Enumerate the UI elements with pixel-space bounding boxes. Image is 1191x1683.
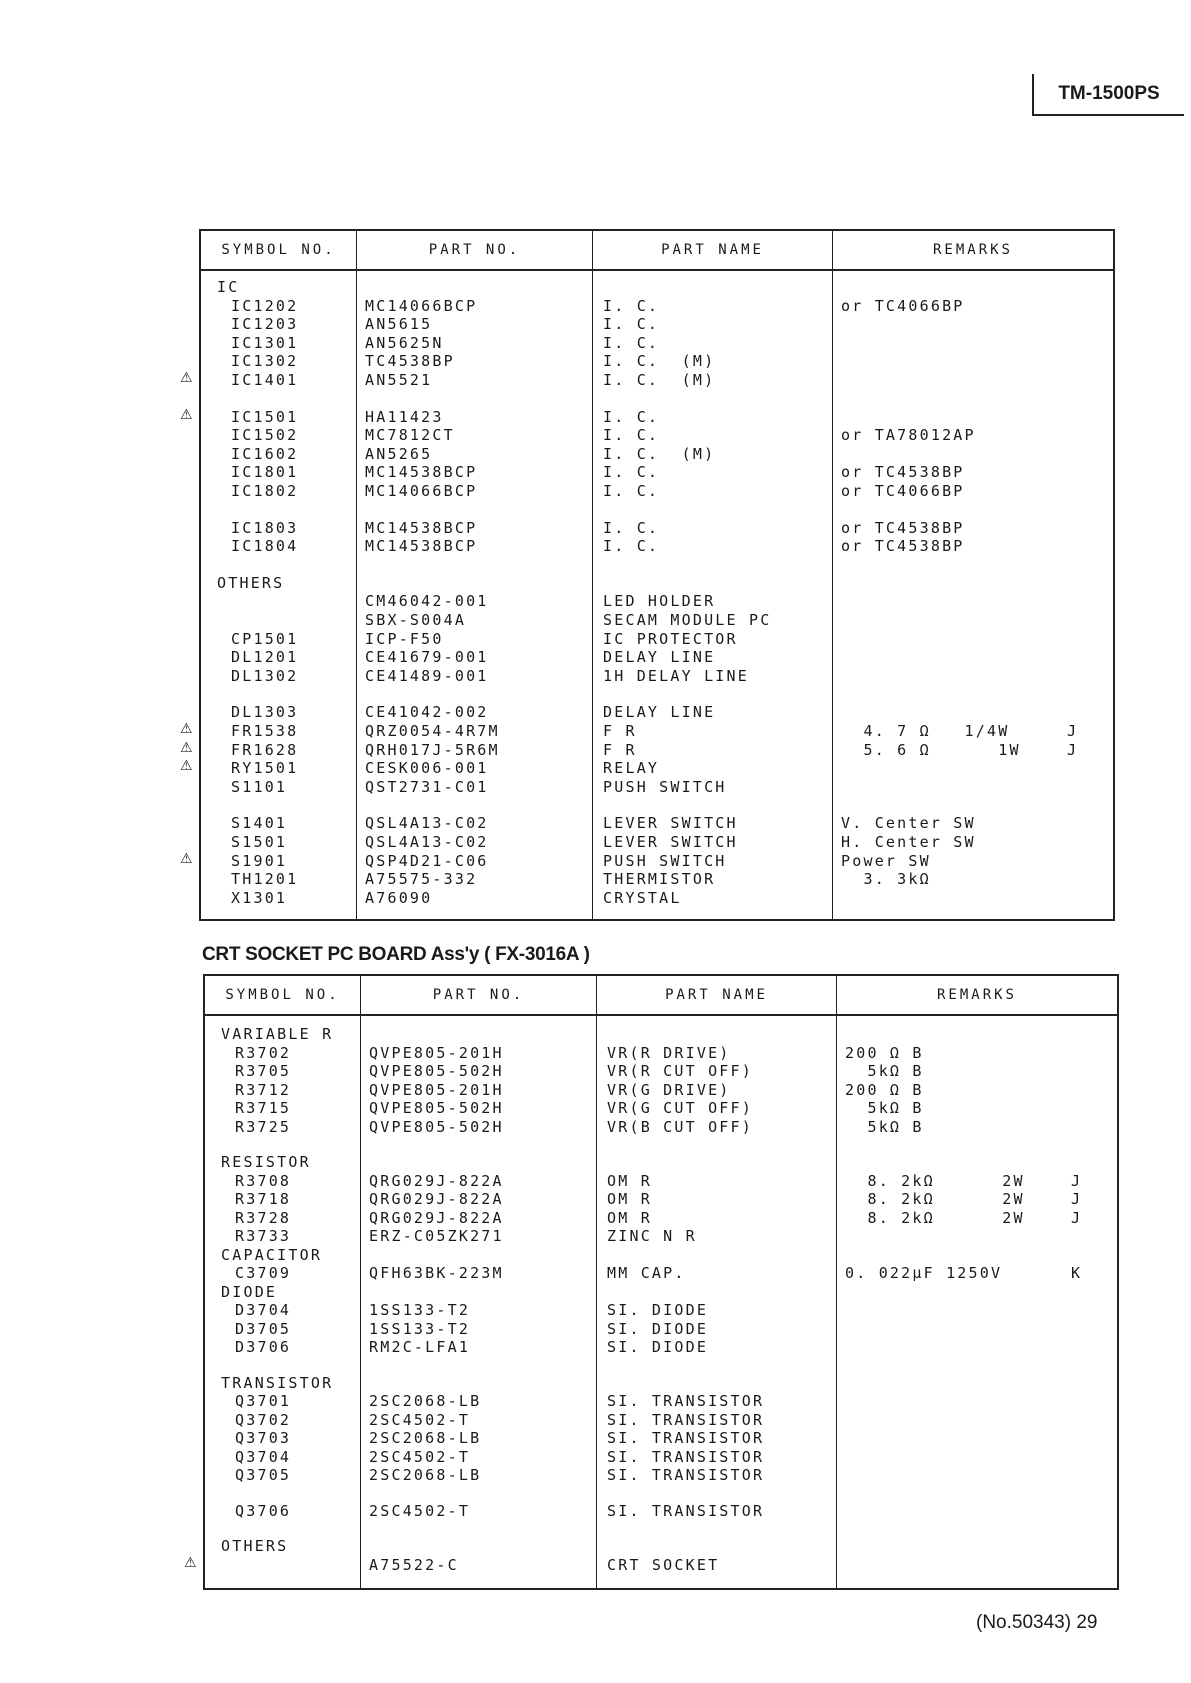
- remarks-cell: or TA78012AP: [841, 426, 976, 445]
- part-name-cell: VR(B CUT OFF): [607, 1117, 753, 1136]
- part-name-cell: LEVER SWITCH: [603, 814, 738, 833]
- part-no-cell: MC14066BCP: [365, 296, 478, 315]
- symbol-cell: R3715: [235, 1099, 292, 1117]
- tolerance-cell: J: [1071, 1190, 1083, 1208]
- table-row: [201, 352, 1113, 370]
- warning-triangle-icon: ⚠: [180, 739, 193, 756]
- table-row: [201, 334, 1113, 352]
- page-reference: (No.50343) 29: [976, 1612, 1098, 1633]
- symbol-cell: IC1803: [231, 518, 299, 537]
- remarks-cell: V. Center SW: [841, 814, 976, 833]
- table-row: [205, 1502, 1117, 1520]
- part-no-cell: A75575-332: [365, 870, 478, 889]
- remarks-cell: 5. 6 Ω 1W: [841, 740, 1021, 759]
- part-name-cell: I. C. (M): [603, 371, 716, 389]
- warning-triangle-icon: ⚠: [180, 370, 193, 386]
- part-no-cell: AN5615: [365, 315, 433, 334]
- part-no-cell: MC14538BCP: [365, 518, 478, 537]
- symbol-cell: S1101: [231, 777, 288, 796]
- part-no-cell: QFH63BK-223M: [369, 1264, 504, 1282]
- part-no-cell: AN5521: [365, 371, 433, 389]
- group-heading-row: [205, 1374, 1117, 1392]
- part-name-cell: I. C.: [603, 407, 660, 426]
- symbol-cell: DL1303: [231, 703, 299, 722]
- remarks-cell: 200 Ω B: [845, 1080, 924, 1099]
- remarks-cell: 200 Ω B: [845, 1043, 924, 1062]
- symbol-cell: IC1301: [231, 333, 299, 352]
- warning-column-crt: [184, 974, 204, 1586]
- group-heading-row: [205, 1537, 1117, 1555]
- part-no-cell: QVPE805-502H: [369, 1099, 504, 1117]
- group-heading-row: [205, 1025, 1117, 1043]
- table-row: [205, 1392, 1117, 1410]
- symbol-cell: IC1602: [231, 444, 299, 463]
- table-row: [205, 1338, 1117, 1356]
- part-name-cell: MM CAP.: [607, 1264, 686, 1282]
- part-name-cell: VR(G CUT OFF): [607, 1099, 753, 1117]
- remarks-cell: or TC4538BP: [841, 518, 965, 537]
- group-heading-row: [205, 1283, 1117, 1301]
- table-row: [201, 463, 1113, 481]
- part-no-cell: CM46042-001: [365, 592, 489, 611]
- part-no-cell: QVPE805-502H: [369, 1062, 504, 1080]
- symbol-cell: Q3701: [235, 1392, 292, 1410]
- part-name-cell: I. C.: [603, 426, 660, 445]
- symbol-cell: Q3703: [235, 1429, 292, 1447]
- remarks-cell: or TC4538BP: [841, 537, 965, 556]
- symbol-cell: R3705: [235, 1062, 292, 1080]
- warning-triangle-icon: ⚠: [184, 1554, 197, 1571]
- part-name-cell: DELAY LINE: [603, 703, 716, 722]
- warning-triangle-icon: ⚠: [180, 758, 193, 775]
- part-no-cell: AN5625N: [365, 333, 444, 352]
- part-name-cell: SI. TRANSISTOR: [607, 1429, 765, 1447]
- symbol-cell: R3725: [235, 1117, 292, 1136]
- part-name-cell: I. C.: [603, 537, 660, 556]
- symbol-cell: TH1201: [231, 870, 299, 889]
- symbol-cell: D3706: [235, 1338, 292, 1356]
- table-row: [201, 833, 1113, 851]
- part-name-cell: ZINC N R: [607, 1227, 697, 1245]
- part-name-cell: SI. TRANSISTOR: [607, 1501, 765, 1520]
- model-number: TM-1500PS: [1032, 74, 1184, 116]
- part-name-cell: RELAY: [603, 759, 660, 778]
- part-no-cell: QSP4D21-C06: [365, 851, 489, 870]
- tolerance-cell: J: [1071, 1208, 1083, 1227]
- table-row: [205, 1466, 1117, 1484]
- part-no-cell: 2SC2068-LB: [369, 1466, 482, 1484]
- part-no-cell: QRH017J-5R6M: [365, 740, 500, 759]
- part-no-cell: QVPE805-502H: [369, 1117, 504, 1136]
- table-row: [201, 741, 1113, 759]
- symbol-cell: Q3705: [235, 1466, 292, 1484]
- group-heading-row: [205, 1246, 1117, 1264]
- part-no-cell: CE41679-001: [365, 648, 489, 667]
- remarks-cell: 5kΩ B: [845, 1099, 924, 1117]
- symbol-cell: S1401: [231, 814, 288, 833]
- symbol-cell: Q3706: [235, 1501, 292, 1520]
- header-symbol: SYMBOL NO.: [201, 231, 357, 269]
- part-no-cell: QSL4A13-C02: [365, 833, 489, 851]
- header-part-no: PART NO.: [361, 976, 597, 1014]
- part-name-cell: I. C.: [603, 333, 660, 352]
- group-label: CAPACITOR: [221, 1245, 323, 1264]
- part-no-cell: A75522-C: [369, 1555, 459, 1574]
- part-no-cell: QRG029J-822A: [369, 1171, 504, 1190]
- symbol-cell: IC1804: [231, 537, 299, 556]
- part-name-cell: VR(G DRIVE): [607, 1080, 731, 1099]
- table-row: [201, 315, 1113, 333]
- warning-triangle-icon: ⚠: [180, 721, 193, 737]
- symbol-cell: C3709: [235, 1264, 292, 1282]
- table-row: [205, 1099, 1117, 1117]
- remarks-cell: or TC4538BP: [841, 463, 965, 482]
- table-row: [201, 759, 1113, 777]
- part-no-cell: QVPE805-201H: [369, 1043, 504, 1062]
- symbol-cell: IC1401: [231, 371, 299, 389]
- part-no-cell: A76090: [365, 888, 433, 907]
- table-row: [205, 1301, 1117, 1319]
- table-body: [205, 1016, 1117, 1588]
- header-remarks: REMARKS: [932, 241, 1013, 258]
- remarks-cell: 5kΩ B: [845, 1062, 924, 1080]
- part-name-cell: LEVER SWITCH: [603, 833, 738, 851]
- symbol-cell: Q3704: [235, 1447, 292, 1466]
- group-label: IC: [217, 278, 240, 296]
- warning-triangle-icon: ⚠: [180, 850, 193, 867]
- part-no-cell: 1SS133-T2: [369, 1319, 471, 1338]
- part-no-cell: AN5265: [365, 444, 433, 463]
- table-row: [205, 1411, 1117, 1429]
- remarks-cell: 8. 2kΩ 2W: [845, 1208, 1025, 1227]
- group-heading-row: [205, 1153, 1117, 1171]
- symbol-cell: FR1628: [231, 740, 299, 759]
- part-no-cell: QRZ0054-4R7M: [365, 722, 500, 740]
- table-row: [201, 297, 1113, 315]
- part-name-cell: OM R: [607, 1208, 652, 1227]
- symbol-cell: IC1202: [231, 296, 299, 315]
- table-row: [201, 592, 1113, 610]
- symbol-cell: R3712: [235, 1080, 292, 1099]
- part-no-cell: QSL4A13-C02: [365, 814, 489, 833]
- table-header: [205, 976, 1117, 1016]
- remarks-cell: H. Center SW: [841, 833, 976, 851]
- symbol-cell: RY1501: [231, 759, 299, 778]
- symbol-cell: DL1201: [231, 648, 299, 667]
- part-name-cell: I. C.: [603, 463, 660, 482]
- warning-triangle-icon: ⚠: [180, 406, 193, 423]
- table-row: [201, 611, 1113, 629]
- part-no-cell: ERZ-C05ZK271: [369, 1227, 504, 1245]
- part-no-cell: 2SC2068-LB: [369, 1392, 482, 1410]
- part-name-cell: SI. TRANSISTOR: [607, 1392, 765, 1410]
- part-name-cell: SI. TRANSISTOR: [607, 1410, 765, 1429]
- part-name-cell: I. C.: [603, 518, 660, 537]
- part-name-cell: IC PROTECTOR: [603, 629, 738, 648]
- section-title: CRT SOCKET PC BOARD Ass'y ( FX-3016A ): [202, 944, 590, 965]
- part-no-cell: 2SC2068-LB: [369, 1429, 482, 1447]
- part-no-cell: TC4538BP: [365, 352, 455, 371]
- table-row: [201, 814, 1113, 832]
- table-row: [201, 889, 1113, 907]
- part-name-cell: 1H DELAY LINE: [603, 666, 749, 685]
- table-row: [201, 482, 1113, 500]
- table-row: [201, 426, 1113, 444]
- remarks-cell: or TC4066BP: [841, 482, 965, 500]
- part-no-cell: CE41489-001: [365, 666, 489, 685]
- group-label: DIODE: [221, 1282, 278, 1301]
- symbol-cell: S1901: [231, 851, 288, 870]
- table-row: [205, 1556, 1117, 1574]
- part-no-cell: QVPE805-201H: [369, 1080, 504, 1099]
- part-no-cell: ICP-F50: [365, 629, 444, 648]
- group-label: OTHERS: [217, 573, 285, 592]
- table-row: [205, 1264, 1117, 1282]
- tolerance-cell: J: [1071, 1171, 1083, 1190]
- table-row: [201, 870, 1113, 888]
- table-row: [201, 537, 1113, 555]
- tolerance-cell: K: [1071, 1264, 1083, 1282]
- table-row: [201, 630, 1113, 648]
- part-no-cell: CESK006-001: [365, 759, 489, 778]
- symbol-cell: R3733: [235, 1227, 292, 1245]
- table-row: [201, 408, 1113, 426]
- part-name-cell: DELAY LINE: [603, 648, 716, 667]
- table-row: [201, 648, 1113, 666]
- table-row: [205, 1081, 1117, 1099]
- remarks-cell: 5kΩ B: [845, 1117, 924, 1136]
- symbol-cell: IC1801: [231, 463, 299, 482]
- part-name-cell: SI. TRANSISTOR: [607, 1447, 765, 1466]
- header-part-no: PART NO.: [357, 231, 593, 269]
- symbol-cell: X1301: [231, 888, 288, 907]
- header-part-name: PART NAME: [593, 231, 833, 269]
- part-name-cell: I. C.: [603, 315, 660, 334]
- part-no-cell: MC7812CT: [365, 426, 455, 445]
- part-no-cell: CE41042-002: [365, 703, 489, 722]
- header-symbol: SYMBOL NO.: [205, 976, 361, 1014]
- table-row: [205, 1209, 1117, 1227]
- symbol-cell: Q3702: [235, 1410, 292, 1429]
- table-row: [205, 1190, 1117, 1208]
- part-no-cell: MC14538BCP: [365, 463, 478, 482]
- part-name-cell: THERMISTOR: [603, 870, 716, 889]
- group-label: RESISTOR: [221, 1153, 311, 1171]
- part-no-cell: HA11423: [365, 407, 444, 426]
- table-row: [205, 1448, 1117, 1466]
- part-name-cell: VR(R DRIVE): [607, 1043, 731, 1062]
- part-no-cell: 2SC4502-T: [369, 1410, 471, 1429]
- header-part-name: PART NAME: [597, 976, 837, 1014]
- symbol-cell: D3705: [235, 1319, 292, 1338]
- part-name-cell: SI. DIODE: [607, 1319, 709, 1338]
- part-name-cell: SECAM MODULE PC: [603, 611, 772, 629]
- part-name-cell: F R: [603, 722, 637, 740]
- part-no-cell: 2SC4502-T: [369, 1447, 471, 1466]
- table-row: [201, 852, 1113, 870]
- table-body: [201, 271, 1113, 919]
- symbol-cell: R3708: [235, 1171, 292, 1190]
- part-no-cell: MC14066BCP: [365, 482, 478, 500]
- part-no-cell: QST2731-C01: [365, 777, 489, 796]
- symbol-cell: DL1302: [231, 666, 299, 685]
- table-row: [201, 778, 1113, 796]
- remarks-cell: 3. 3kΩ: [841, 870, 931, 889]
- parts-table-main: [199, 229, 1115, 921]
- header-remarks: REMARKS: [936, 986, 1017, 1003]
- part-name-cell: I. C.: [603, 482, 660, 500]
- symbol-cell: IC1302: [231, 352, 299, 371]
- part-name-cell: I. C. (M): [603, 444, 716, 463]
- part-name-cell: F R: [603, 740, 637, 759]
- table-row: [205, 1320, 1117, 1338]
- part-name-cell: CRT SOCKET: [607, 1555, 720, 1574]
- table-row: [205, 1429, 1117, 1447]
- remarks-cell: or TC4066BP: [841, 296, 965, 315]
- group-heading-row: [201, 574, 1113, 592]
- tolerance-cell: J: [1067, 740, 1079, 759]
- part-name-cell: PUSH SWITCH: [603, 851, 727, 870]
- symbol-cell: CP1501: [231, 629, 299, 648]
- part-name-cell: OM R: [607, 1171, 652, 1190]
- part-name-cell: I. C.: [603, 296, 660, 315]
- part-name-cell: SI. DIODE: [607, 1338, 709, 1356]
- group-label: OTHERS: [221, 1537, 289, 1555]
- part-no-cell: QRG029J-822A: [369, 1190, 504, 1208]
- part-name-cell: CRYSTAL: [603, 888, 682, 907]
- parts-table-crt: [203, 974, 1119, 1590]
- remarks-cell: 4. 7 Ω 1/4W: [841, 722, 1010, 740]
- symbol-cell: IC1501: [231, 407, 299, 426]
- symbol-cell: IC1502: [231, 426, 299, 445]
- part-name-cell: SI. DIODE: [607, 1301, 709, 1319]
- part-name-cell: OM R: [607, 1190, 652, 1208]
- table-row: [201, 722, 1113, 740]
- part-no-cell: SBX-S004A: [365, 611, 467, 629]
- table-row: [205, 1118, 1117, 1136]
- group-label: TRANSISTOR: [221, 1373, 334, 1392]
- group-label: VARIABLE R: [221, 1025, 334, 1043]
- table-row: [201, 703, 1113, 721]
- part-no-cell: 2SC4502-T: [369, 1501, 471, 1520]
- symbol-cell: IC1802: [231, 482, 299, 500]
- table-row: [201, 445, 1113, 463]
- symbol-cell: FR1538: [231, 722, 299, 740]
- table-header: [201, 231, 1113, 271]
- symbol-cell: R3728: [235, 1208, 292, 1227]
- remarks-cell: 8. 2kΩ 2W: [845, 1171, 1025, 1190]
- remarks-cell: 0. 022μF 1250V: [845, 1264, 1003, 1282]
- part-no-cell: 1SS133-T2: [369, 1301, 471, 1319]
- table-row: [205, 1044, 1117, 1062]
- symbol-cell: R3718: [235, 1190, 292, 1208]
- part-name-cell: LED HOLDER: [603, 592, 716, 611]
- part-no-cell: QRG029J-822A: [369, 1208, 504, 1227]
- symbol-cell: R3702: [235, 1043, 292, 1062]
- symbol-cell: IC1203: [231, 315, 299, 334]
- table-row: [201, 371, 1113, 389]
- part-name-cell: I. C. (M): [603, 352, 716, 371]
- table-row: [205, 1227, 1117, 1245]
- part-name-cell: SI. TRANSISTOR: [607, 1466, 765, 1484]
- part-no-cell: MC14538BCP: [365, 537, 478, 556]
- symbol-cell: S1501: [231, 833, 288, 851]
- warning-column-main: [180, 229, 200, 917]
- table-row: [205, 1062, 1117, 1080]
- part-name-cell: PUSH SWITCH: [603, 777, 727, 796]
- table-row: [201, 667, 1113, 685]
- symbol-cell: D3704: [235, 1301, 292, 1319]
- remarks-cell: Power SW: [841, 851, 931, 870]
- part-no-cell: RM2C-LFA1: [369, 1338, 471, 1356]
- table-row: [205, 1172, 1117, 1190]
- group-heading-row: [201, 278, 1113, 296]
- tolerance-cell: J: [1067, 722, 1079, 740]
- remarks-cell: 8. 2kΩ 2W: [845, 1190, 1025, 1208]
- table-row: [201, 519, 1113, 537]
- part-name-cell: VR(R CUT OFF): [607, 1062, 753, 1080]
